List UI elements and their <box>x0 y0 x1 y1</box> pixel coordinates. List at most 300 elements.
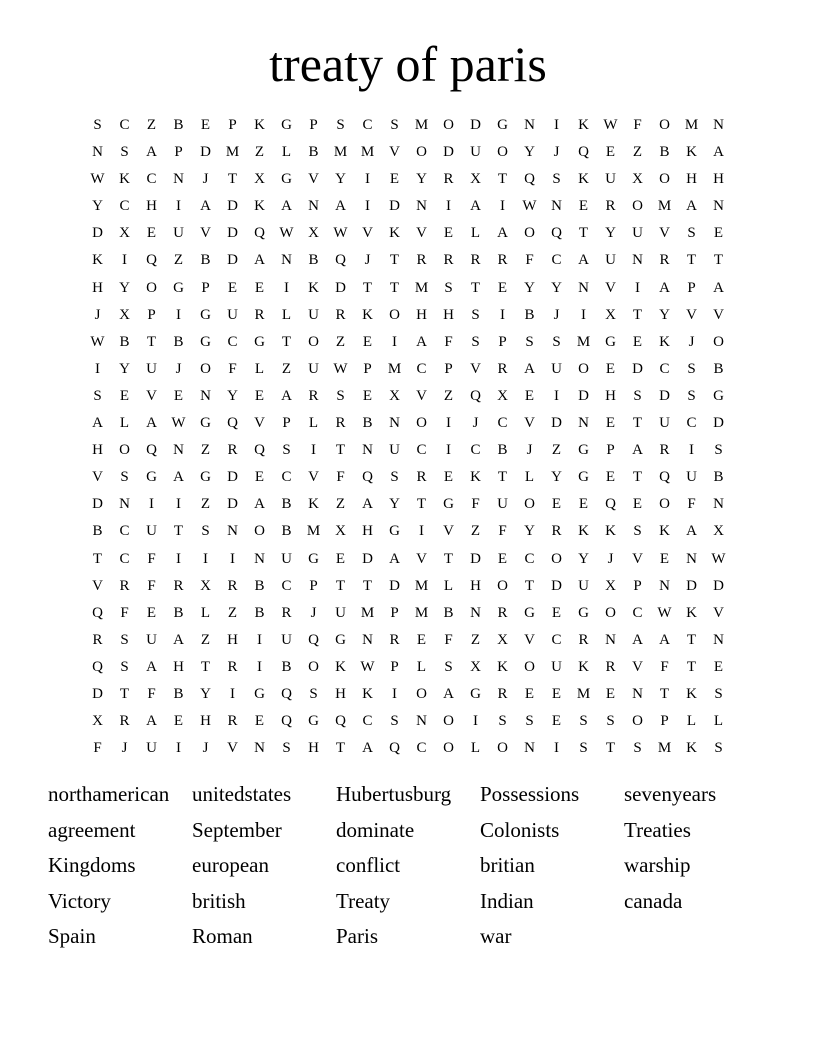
grid-letter: M <box>657 740 672 757</box>
grid-letter: N <box>605 631 616 648</box>
grid-letter: H <box>92 279 103 296</box>
grid-letter: W <box>171 415 186 432</box>
grid-letter: H <box>308 740 319 757</box>
grid-letter: R <box>119 713 130 730</box>
grid-letter: Q <box>254 225 265 242</box>
grid-letter: D <box>227 225 238 242</box>
grid-letter: S <box>633 740 642 757</box>
grid-letter: F <box>228 360 237 377</box>
grid-letter: I <box>230 550 235 567</box>
grid-letter: S <box>552 171 561 188</box>
grid-letter: C <box>470 442 481 459</box>
grid-letter: Y <box>335 171 346 188</box>
grid-letter: R <box>281 604 292 621</box>
grid-letter: G <box>335 631 346 648</box>
grid-letter: O <box>524 225 535 242</box>
grid-letter: X <box>605 577 616 594</box>
grid-letter: E <box>119 387 130 404</box>
grid-letter: P <box>444 360 453 377</box>
grid-letter: I <box>176 740 181 757</box>
grid-letter: K <box>497 658 508 675</box>
grid-letter: Z <box>335 496 346 513</box>
grid-letter: O <box>497 577 508 594</box>
grid-letter: N <box>713 117 724 133</box>
grid-letter: K <box>686 740 697 757</box>
grid-letter: O <box>443 713 454 730</box>
grid-letter: B <box>443 604 454 621</box>
grid-letter: H <box>470 577 481 594</box>
grid-letter: O <box>308 333 319 350</box>
grid-letter: A <box>470 198 481 215</box>
grid-letter: E <box>605 415 616 432</box>
grid-letter: J <box>202 740 209 757</box>
grid-letter: C <box>227 333 238 350</box>
grid-letter: X <box>470 658 481 675</box>
grid-letter: F <box>525 252 534 269</box>
grid-letter: S <box>714 685 723 702</box>
grid-letter: S <box>552 333 561 350</box>
grid-letter: F <box>471 496 480 513</box>
grid-letter: A <box>281 387 292 404</box>
grid-letter: P <box>201 279 210 296</box>
grid-letter: X <box>713 523 724 540</box>
grid-letter: I <box>500 198 505 215</box>
grid-letter: Z <box>200 631 211 648</box>
grid-letter: U <box>146 740 157 757</box>
grid-letter: M <box>306 523 321 540</box>
grid-letter: G <box>443 496 454 513</box>
grid-letter: P <box>228 117 237 133</box>
grid-letter: D <box>389 577 400 594</box>
grid-letter: A <box>578 252 589 269</box>
grid-letter: E <box>173 713 184 730</box>
grid-letter: W <box>522 198 537 215</box>
grid-letter: C <box>416 442 427 459</box>
grid-letter: W <box>603 117 618 133</box>
grid-letter: V <box>416 225 427 242</box>
grid-letter: U <box>551 658 562 675</box>
grid-letter: I <box>365 171 370 188</box>
grid-letter: T <box>632 469 643 486</box>
word-list-item: Kingdoms <box>48 853 136 878</box>
grid-letter: E <box>605 469 616 486</box>
grid-letter: V <box>632 550 643 567</box>
grid-letter: B <box>308 144 319 161</box>
grid-letter: X <box>308 225 319 242</box>
grid-letter: A <box>335 198 346 215</box>
grid-letter: J <box>553 144 560 161</box>
grid-letter: U <box>389 442 400 459</box>
grid-letter: H <box>686 171 697 188</box>
grid-letter: T <box>362 577 373 594</box>
grid-letter: Q <box>254 442 265 459</box>
grid-letter: T <box>362 279 373 296</box>
grid-letter: U <box>308 360 319 377</box>
grid-letter: B <box>119 333 130 350</box>
grid-letter: I <box>95 360 100 377</box>
grid-letter: T <box>335 442 346 459</box>
grid-letter: C <box>281 577 292 594</box>
word-list-item: agreement <box>48 817 136 842</box>
grid-letter: T <box>470 279 481 296</box>
grid-letter: R <box>335 306 346 323</box>
grid-letter: Q <box>335 252 346 269</box>
grid-letter: T <box>632 415 643 432</box>
grid-letter: S <box>201 523 210 540</box>
word-list-item: Indian <box>480 888 534 913</box>
grid-letter: Y <box>416 171 427 188</box>
grid-letter: K <box>362 306 373 323</box>
word-list-item: northamerican <box>48 782 170 806</box>
grid-letter: K <box>605 523 616 540</box>
grid-letter: A <box>281 198 292 215</box>
grid-letter: G <box>308 713 319 730</box>
grid-letter: G <box>497 117 508 133</box>
grid-letter: I <box>635 279 640 296</box>
grid-letter: F <box>498 523 507 540</box>
grid-letter: I <box>392 333 397 350</box>
grid-letter: R <box>497 685 508 702</box>
grid-letter: U <box>551 360 562 377</box>
grid-letter: E <box>551 604 562 621</box>
grid-letter: D <box>713 577 724 594</box>
grid-letter: D <box>470 550 481 567</box>
grid-letter: F <box>147 685 156 702</box>
word-list-item: Treaty <box>336 888 391 913</box>
grid-letter: R <box>443 171 454 188</box>
grid-letter: M <box>414 117 429 133</box>
grid-letter: Z <box>146 117 157 133</box>
grid-letter: D <box>200 144 211 161</box>
grid-letter: A <box>362 740 373 757</box>
grid-letter: V <box>200 225 211 242</box>
grid-letter: F <box>120 604 129 621</box>
grid-letter: D <box>335 279 346 296</box>
grid-letter: R <box>659 442 670 459</box>
word-list-item: September <box>192 817 282 842</box>
grid-letter: I <box>419 523 424 540</box>
grid-letter: L <box>524 469 535 486</box>
grid-letter: Q <box>362 469 373 486</box>
grid-letter: L <box>281 306 292 323</box>
grid-letter: I <box>176 198 181 215</box>
word-list-item: britian <box>480 853 535 878</box>
grid-letter: O <box>416 685 427 702</box>
grid-letter: E <box>227 279 238 296</box>
grid-letter: Q <box>146 442 157 459</box>
word-list-item: Treaties <box>624 817 691 842</box>
grid-letter: I <box>446 442 451 459</box>
grid-letter: E <box>632 496 643 513</box>
grid-letter: A <box>362 496 373 513</box>
grid-letter: P <box>147 306 156 323</box>
grid-letter: R <box>605 198 616 215</box>
grid-letter: N <box>173 171 184 188</box>
grid-letter: H <box>362 523 373 540</box>
grid-letter: Z <box>632 144 643 161</box>
grid-letter: A <box>443 685 454 702</box>
grid-letter: B <box>308 252 319 269</box>
grid-letter: J <box>553 306 560 323</box>
grid-letter: E <box>632 333 643 350</box>
grid-letter: S <box>579 713 588 730</box>
grid-letter: G <box>254 333 265 350</box>
grid-letter: E <box>443 225 454 242</box>
word-list-item: Paris <box>336 924 378 949</box>
grid-letter: R <box>497 252 508 269</box>
grid-letter: J <box>472 415 479 432</box>
grid-letter: B <box>713 360 724 377</box>
grid-letter: I <box>365 198 370 215</box>
grid-letter: M <box>360 604 375 621</box>
grid-letter: R <box>659 252 670 269</box>
grid-letter: L <box>713 713 724 730</box>
grid-letter: B <box>173 117 184 133</box>
grid-letter: E <box>173 387 184 404</box>
grid-letter: R <box>173 577 184 594</box>
grid-letter: P <box>606 442 615 459</box>
grid-letter: Y <box>119 360 130 377</box>
grid-letter: U <box>686 469 697 486</box>
grid-letter: D <box>551 415 562 432</box>
grid-letter: A <box>173 469 184 486</box>
grid-letter: V <box>686 306 697 323</box>
grid-letter: C <box>281 469 292 486</box>
grid-letter: R <box>254 306 265 323</box>
grid-letter: A <box>659 279 670 296</box>
grid-letter: V <box>227 740 238 757</box>
grid-letter: Q <box>335 713 346 730</box>
grid-letter: B <box>173 333 184 350</box>
grid-letter: C <box>551 252 562 269</box>
grid-letter: U <box>335 604 346 621</box>
grid-letter: U <box>146 631 157 648</box>
grid-letter: N <box>632 685 643 702</box>
grid-letter: N <box>551 198 562 215</box>
grid-letter: U <box>659 415 670 432</box>
grid-letter: G <box>389 523 400 540</box>
grid-letter: A <box>389 550 400 567</box>
word-list-item: warship <box>624 853 691 878</box>
grid-letter: P <box>687 279 696 296</box>
grid-letter: G <box>146 469 157 486</box>
grid-letter: F <box>147 577 156 594</box>
grid-letter: U <box>281 631 292 648</box>
grid-letter: E <box>524 387 535 404</box>
grid-letter: X <box>470 171 481 188</box>
grid-letter: P <box>390 658 399 675</box>
grid-letter: K <box>578 117 589 133</box>
grid-letter: E <box>551 496 562 513</box>
grid-letter: N <box>173 442 184 459</box>
grid-letter: S <box>336 387 345 404</box>
grid-letter: O <box>416 415 427 432</box>
grid-letter: N <box>362 442 373 459</box>
word-list-item: dominate <box>336 817 415 842</box>
grid-letter: P <box>309 577 318 594</box>
grid-letter: G <box>173 279 184 296</box>
grid-letter: S <box>471 306 480 323</box>
grid-letter: J <box>94 306 101 323</box>
grid-letter: O <box>443 117 454 133</box>
grid-letter: Z <box>470 631 481 648</box>
grid-letter: N <box>254 550 265 567</box>
grid-letter: N <box>470 604 481 621</box>
grid-letter: L <box>119 415 130 432</box>
grid-letter: R <box>227 658 238 675</box>
grid-letter: K <box>362 685 373 702</box>
grid-letter: K <box>578 658 589 675</box>
grid-letter: H <box>713 171 724 188</box>
grid-letter: C <box>146 171 157 188</box>
grid-letter: M <box>360 144 375 161</box>
grid-letter: T <box>92 550 103 567</box>
grid-letter: G <box>578 604 589 621</box>
grid-letter: C <box>686 415 697 432</box>
grid-letter: V <box>416 387 427 404</box>
grid-letter: G <box>281 171 292 188</box>
grid-letter: I <box>554 117 559 133</box>
grid-letter: U <box>146 523 157 540</box>
grid-letter: O <box>308 658 319 675</box>
grid-letter: N <box>686 550 697 567</box>
grid-letter: S <box>687 387 696 404</box>
grid-letter: N <box>416 713 427 730</box>
grid-letter: S <box>633 387 642 404</box>
grid-letter: W <box>333 225 348 242</box>
grid-letter: S <box>471 333 480 350</box>
grid-letter: D <box>227 496 238 513</box>
grid-letter: Q <box>659 469 670 486</box>
grid-letter: K <box>92 252 103 269</box>
grid-letter: B <box>524 306 535 323</box>
grid-letter: V <box>713 306 724 323</box>
grid-letter: D <box>578 387 589 404</box>
grid-letter: U <box>146 360 157 377</box>
grid-letter: W <box>657 604 672 621</box>
grid-letter: J <box>526 442 533 459</box>
grid-letter: V <box>632 658 643 675</box>
grid-letter: E <box>362 387 373 404</box>
grid-letter: I <box>311 442 316 459</box>
grid-letter: H <box>227 631 238 648</box>
grid-letter: L <box>686 713 697 730</box>
grid-letter: U <box>308 306 319 323</box>
grid-letter: A <box>146 415 157 432</box>
grid-letter: V <box>92 577 103 594</box>
grid-letter: E <box>524 685 535 702</box>
grid-letter: P <box>363 360 372 377</box>
grid-letter: I <box>554 740 559 757</box>
grid-letter: M <box>225 144 240 161</box>
grid-letter: K <box>686 144 697 161</box>
grid-letter: E <box>254 387 265 404</box>
grid-letter: I <box>581 306 586 323</box>
grid-letter: E <box>389 171 400 188</box>
grid-letter: J <box>202 171 209 188</box>
grid-letter: A <box>146 713 157 730</box>
grid-letter: K <box>308 279 319 296</box>
word-list-item: unitedstates <box>192 782 292 806</box>
grid-letter: I <box>554 387 559 404</box>
grid-letter: B <box>254 604 265 621</box>
grid-letter: M <box>657 198 672 215</box>
grid-letter: V <box>362 225 373 242</box>
grid-letter: V <box>92 469 103 486</box>
grid-letter: Q <box>578 144 589 161</box>
grid-letter: V <box>308 171 319 188</box>
grid-letter: S <box>633 523 642 540</box>
grid-letter: O <box>578 360 589 377</box>
grid-letter: S <box>687 360 696 377</box>
grid-letter: E <box>254 469 265 486</box>
grid-letter: F <box>660 658 669 675</box>
grid-letter: T <box>524 577 535 594</box>
grid-letter: H <box>146 198 157 215</box>
grid-letter: E <box>713 658 724 675</box>
grid-letter: M <box>414 279 429 296</box>
grid-letter: S <box>309 685 318 702</box>
grid-letter: I <box>257 658 262 675</box>
grid-letter: R <box>443 252 454 269</box>
grid-letter: E <box>443 469 454 486</box>
grid-letter: I <box>446 198 451 215</box>
grid-letter: T <box>200 658 211 675</box>
grid-letter: L <box>308 415 319 432</box>
grid-letter: P <box>633 577 642 594</box>
grid-letter: B <box>281 496 292 513</box>
grid-letter: G <box>254 685 265 702</box>
grid-letter: E <box>551 713 562 730</box>
grid-letter: E <box>578 198 589 215</box>
grid-letter: K <box>578 523 589 540</box>
grid-letter: Y <box>119 279 130 296</box>
grid-letter: N <box>119 496 130 513</box>
grid-letter: V <box>605 279 616 296</box>
grid-letter: O <box>551 550 562 567</box>
grid-letter: W <box>90 333 105 350</box>
grid-letter: L <box>416 658 427 675</box>
grid-letter: G <box>308 550 319 567</box>
grid-letter: V <box>659 225 670 242</box>
grid-letter: N <box>389 415 400 432</box>
page-title: treaty of paris <box>269 36 547 92</box>
grid-letter: B <box>200 252 211 269</box>
grid-letter: K <box>659 333 670 350</box>
grid-letter: T <box>146 333 157 350</box>
grid-letter: R <box>227 577 238 594</box>
grid-letter: W <box>333 360 348 377</box>
grid-letter: I <box>230 685 235 702</box>
grid-letter: T <box>578 225 589 242</box>
grid-letter: H <box>92 442 103 459</box>
word-list-item: canada <box>624 888 683 913</box>
grid-letter: A <box>173 631 184 648</box>
grid-letter: Q <box>470 387 481 404</box>
grid-letter: T <box>389 252 400 269</box>
grid-letter: Q <box>524 171 535 188</box>
grid-letter: M <box>576 333 591 350</box>
grid-letter: T <box>416 496 427 513</box>
grid-letter: Y <box>227 387 238 404</box>
grid-letter: R <box>551 523 562 540</box>
grid-letter: C <box>632 604 643 621</box>
word-list-item: european <box>192 853 269 878</box>
grid-letter: U <box>227 306 238 323</box>
grid-letter: E <box>254 279 265 296</box>
grid-letter: Z <box>173 252 184 269</box>
grid-letter: O <box>497 740 508 757</box>
